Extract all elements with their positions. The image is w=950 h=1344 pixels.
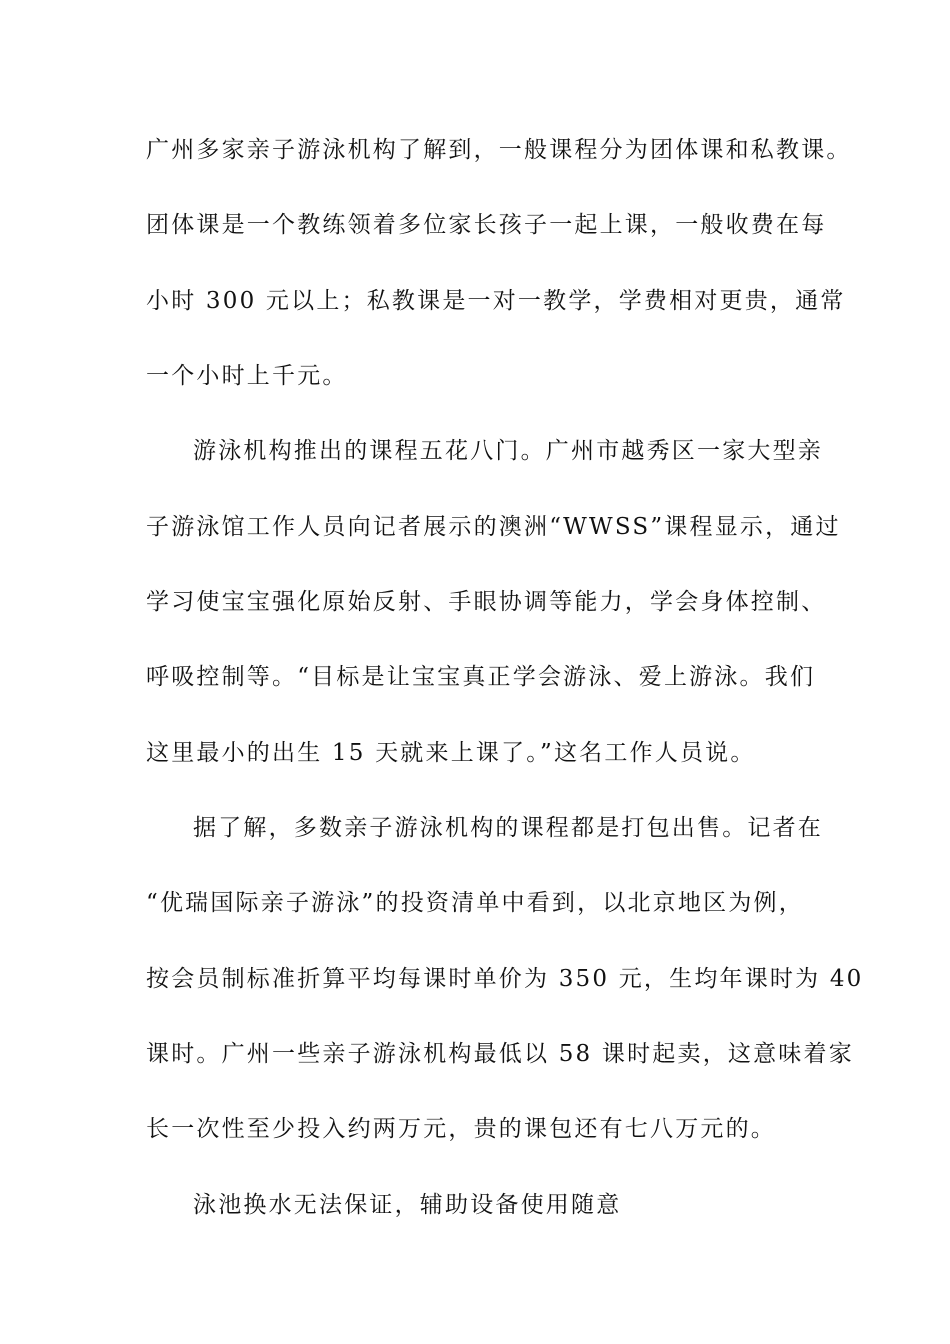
paragraph-line: “优瑞国际亲子游泳”的投资清单中看到，以北京地区为例， [146, 890, 804, 916]
paragraph-line: 这里最小的出生 15 天就来上课了。”这名工作人员说。 [146, 740, 756, 766]
paragraph-line: 子游泳馆工作人员向记者展示的澳洲“WWSS”课程显示，通过 [146, 514, 841, 540]
paragraph-line: 呼吸控制等。“目标是让宝宝真正学会游泳、爱上游泳。我们 [146, 664, 816, 690]
paragraph-line: 长一次性至少投入约两万元，贵的课包还有七八万元的。 [146, 1116, 776, 1142]
paragraph-line: 团体课是一个教练领着多位家长孩子一起上课，一般收费在每 [146, 212, 827, 238]
paragraph-line: 学习使宝宝强化原始反射、手眼协调等能力，学会身体控制、 [146, 589, 827, 615]
paragraph-line: 课时。广州一些亲子游泳机构最低以 58 课时起卖，这意味着家 [146, 1041, 854, 1067]
paragraph-line: 按会员制标准折算平均每课时单价为 350 元，生均年课时为 40 [146, 966, 864, 992]
paragraph-line: 据了解，多数亲子游泳机构的课程都是打包出售。记者在 [193, 815, 823, 841]
paragraph-line: 一个小时上千元。 [146, 363, 348, 389]
paragraph-line: 游泳机构推出的课程五花八门。广州市越秀区一家大型亲 [193, 438, 823, 464]
section-heading: 泳池换水无法保证，辅助设备使用随意 [193, 1192, 622, 1218]
paragraph-line: 小时 300 元以上；私教课是一对一教学，学费相对更贵，通常 [146, 288, 846, 314]
paragraph-line: 广州多家亲子游泳机构了解到，一般课程分为团体课和私教课。 [146, 137, 852, 163]
